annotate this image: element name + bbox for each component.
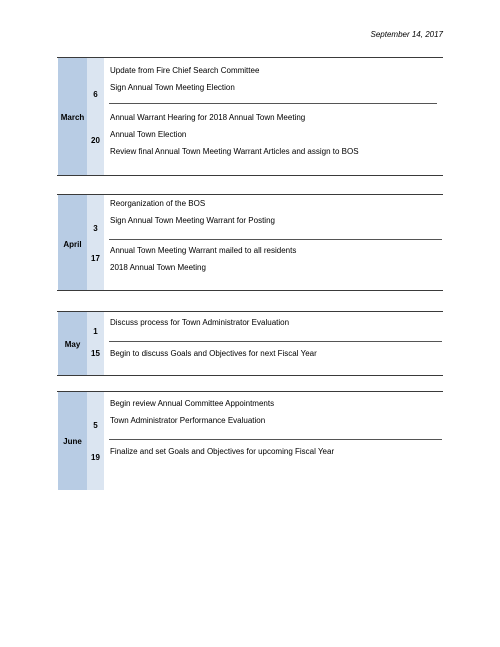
month-block-june bbox=[57, 391, 443, 490]
agenda-item: Annual Warrant Hearing for 2018 Annual Town Meeting bbox=[110, 113, 306, 122]
agenda-item: Discuss process for Town Administrator Evaluation bbox=[110, 318, 290, 327]
block-bottom-rule bbox=[57, 290, 443, 291]
agenda-item: Annual Town Meeting Warrant mailed to all residents bbox=[110, 246, 297, 255]
agenda-item: Begin review Annual Committee Appointments bbox=[110, 399, 275, 408]
agenda-item: Sign Annual Town Meeting Election bbox=[110, 83, 235, 92]
day-column-shade bbox=[87, 392, 104, 490]
day-label: 1 bbox=[93, 327, 98, 336]
agenda-item: Review final Annual Town Meeting Warrant Articles and assign to BOS bbox=[110, 147, 359, 156]
month-block-may bbox=[57, 311, 443, 376]
block-top-rule bbox=[57, 391, 443, 392]
day-column-shade bbox=[87, 312, 104, 375]
day-label: 19 bbox=[91, 453, 100, 462]
day-column-shade bbox=[87, 58, 104, 175]
agenda-item: Sign Annual Town Meeting Warrant for Posting bbox=[110, 216, 275, 225]
month-block-april bbox=[57, 194, 443, 291]
document-date: September 14, 2017 bbox=[370, 30, 443, 39]
day-label: 3 bbox=[93, 224, 98, 233]
agenda-item: Annual Town Election bbox=[110, 130, 187, 139]
group-separator bbox=[109, 103, 437, 104]
month-label: April bbox=[63, 240, 82, 249]
group-separator bbox=[109, 341, 442, 342]
group-separator bbox=[109, 439, 442, 440]
group-separator bbox=[109, 239, 442, 240]
month-block-march bbox=[57, 57, 443, 176]
agenda-item: Update from Fire Chief Search Committee bbox=[110, 66, 260, 75]
month-label: May bbox=[64, 340, 81, 349]
agenda-item: Town Administrator Performance Evaluation bbox=[110, 416, 266, 425]
agenda-item: Begin to discuss Goals and Objectives for next Fiscal Year bbox=[110, 349, 317, 358]
month-label: March bbox=[60, 113, 85, 122]
day-label: 17 bbox=[91, 254, 100, 263]
block-top-rule bbox=[57, 194, 443, 195]
day-label: 5 bbox=[93, 421, 98, 430]
block-bottom-rule bbox=[57, 175, 443, 176]
block-top-rule bbox=[57, 311, 443, 312]
agenda-item: 2018 Annual Town Meeting bbox=[110, 263, 206, 272]
month-label: June bbox=[63, 437, 82, 446]
agenda-item: Reorganization of the BOS bbox=[110, 199, 206, 208]
day-label: 6 bbox=[93, 90, 98, 99]
block-bottom-rule bbox=[57, 375, 443, 376]
day-column-shade bbox=[87, 195, 104, 290]
day-label: 20 bbox=[91, 136, 100, 145]
block-top-rule bbox=[57, 57, 443, 58]
agenda-item: Finalize and set Goals and Objectives for upcoming Fiscal Year bbox=[110, 447, 335, 456]
day-label: 15 bbox=[91, 349, 100, 358]
